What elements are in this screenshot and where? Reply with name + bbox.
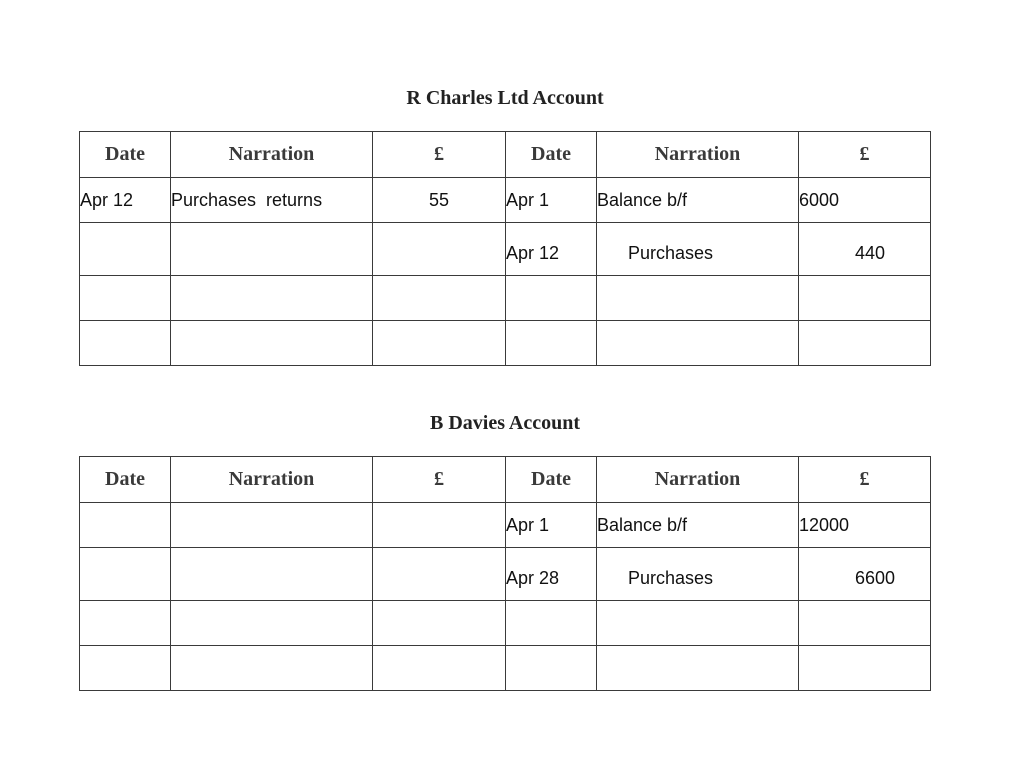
cell-amount-credit: 440 bbox=[799, 223, 931, 276]
cell-date-debit bbox=[80, 503, 171, 548]
header-narration-credit: Narration bbox=[597, 132, 799, 178]
cell-date-credit bbox=[506, 276, 597, 321]
cell-date-debit bbox=[80, 548, 171, 601]
cell-date-credit: Apr 1 bbox=[506, 178, 597, 223]
cell-narration-debit bbox=[171, 223, 373, 276]
header-date-credit: Date bbox=[506, 132, 597, 178]
cell-amount-debit bbox=[373, 646, 506, 691]
cell-amount-debit bbox=[373, 601, 506, 646]
header-amount-debit: £ bbox=[373, 132, 506, 178]
cell-narration-debit bbox=[171, 601, 373, 646]
cell-date-debit: Apr 12 bbox=[80, 178, 171, 223]
account-title-b-davies: B Davies Account bbox=[430, 412, 580, 434]
cell-date-credit bbox=[506, 646, 597, 691]
cell-date-debit bbox=[80, 276, 171, 321]
cell-date-credit bbox=[506, 601, 597, 646]
cell-date-credit: Apr 28 bbox=[506, 548, 597, 601]
cell-narration-debit: Purchases returns bbox=[171, 178, 373, 223]
header-narration-credit: Narration bbox=[597, 457, 799, 503]
header-row bbox=[80, 457, 931, 503]
ledger-table-b-davies bbox=[79, 456, 931, 691]
account-title-r-charles: R Charles Ltd Account bbox=[406, 87, 604, 109]
cell-narration-credit: Purchases bbox=[597, 548, 799, 601]
header-row bbox=[80, 132, 931, 178]
cell-narration-credit bbox=[597, 276, 799, 321]
cell-narration-debit bbox=[171, 276, 373, 321]
header-amount-credit: £ bbox=[799, 457, 931, 503]
cell-narration-credit bbox=[597, 646, 799, 691]
cell-date-debit bbox=[80, 646, 171, 691]
table-row bbox=[80, 646, 931, 691]
cell-amount-credit bbox=[799, 276, 931, 321]
cell-amount-debit bbox=[373, 276, 506, 321]
cell-narration-debit bbox=[171, 646, 373, 691]
ledger-table-r-charles bbox=[79, 131, 931, 366]
cell-narration-credit: Purchases bbox=[597, 223, 799, 276]
table-row bbox=[80, 601, 931, 646]
cell-amount-credit: 6600 bbox=[799, 548, 931, 601]
header-date-credit: Date bbox=[506, 457, 597, 503]
cell-amount-credit bbox=[799, 601, 931, 646]
cell-amount-credit bbox=[799, 321, 931, 366]
cell-amount-debit bbox=[373, 321, 506, 366]
header-date-debit: Date bbox=[80, 457, 171, 503]
cell-amount-credit: 12000 bbox=[799, 503, 931, 548]
header-amount-debit: £ bbox=[373, 457, 506, 503]
cell-narration-credit: Balance b/f bbox=[597, 178, 799, 223]
cell-narration-debit bbox=[171, 321, 373, 366]
cell-amount-credit bbox=[799, 646, 931, 691]
cell-amount-credit: 6000 bbox=[799, 178, 931, 223]
cell-amount-debit bbox=[373, 548, 506, 601]
table-row bbox=[80, 548, 931, 601]
cell-date-credit: Apr 1 bbox=[506, 503, 597, 548]
header-narration-debit: Narration bbox=[171, 457, 373, 503]
cell-narration-credit: Balance b/f bbox=[597, 503, 799, 548]
cell-date-credit: Apr 12 bbox=[506, 223, 597, 276]
table-row bbox=[80, 503, 931, 548]
header-amount-credit: £ bbox=[799, 132, 931, 178]
cell-narration-debit bbox=[171, 503, 373, 548]
cell-amount-debit: 55 bbox=[373, 178, 506, 223]
cell-amount-debit bbox=[373, 223, 506, 276]
cell-date-debit bbox=[80, 223, 171, 276]
cell-narration-debit bbox=[171, 548, 373, 601]
cell-date-credit bbox=[506, 321, 597, 366]
header-narration-debit: Narration bbox=[171, 132, 373, 178]
table-row bbox=[80, 276, 931, 321]
cell-narration-credit bbox=[597, 321, 799, 366]
cell-date-debit bbox=[80, 601, 171, 646]
header-date-debit: Date bbox=[80, 132, 171, 178]
cell-narration-credit bbox=[597, 601, 799, 646]
table-row bbox=[80, 321, 931, 366]
cell-date-debit bbox=[80, 321, 171, 366]
cell-amount-debit bbox=[373, 503, 506, 548]
table-row bbox=[80, 178, 931, 223]
table-row bbox=[80, 223, 931, 276]
